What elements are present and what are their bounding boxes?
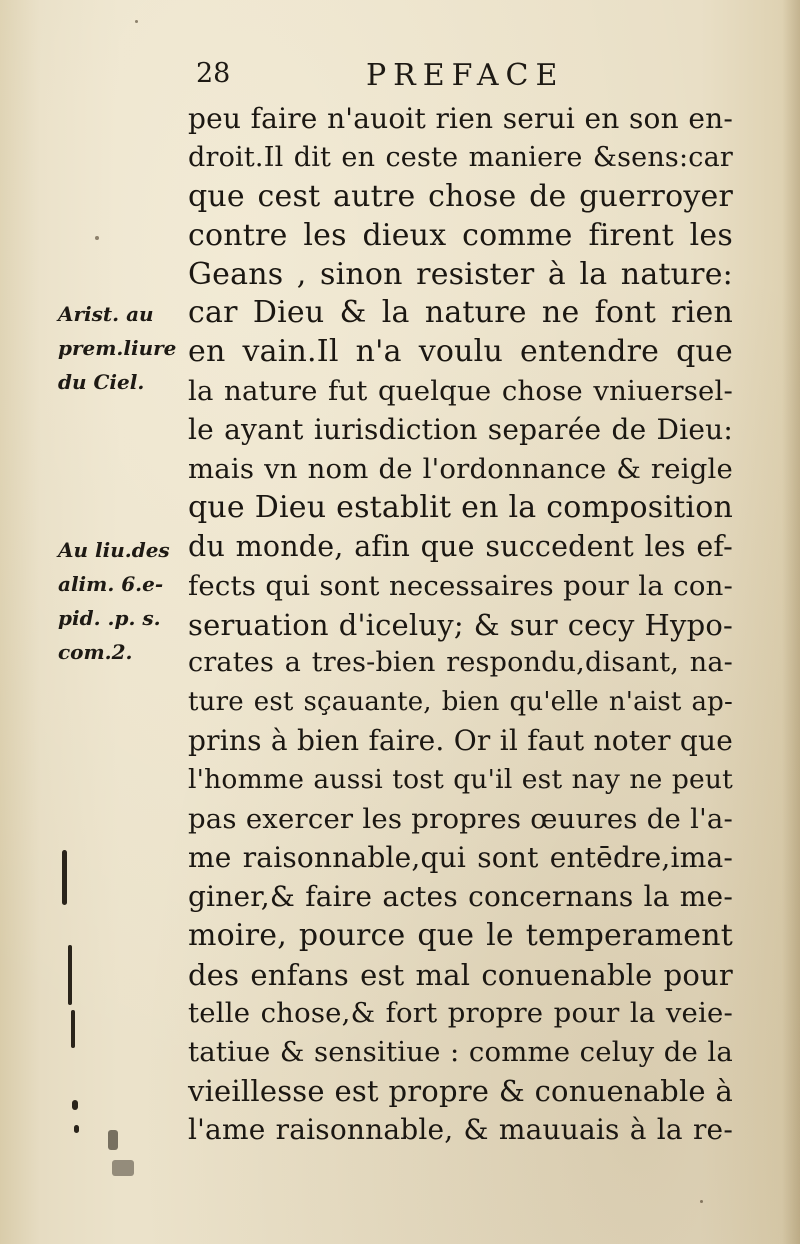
paper-speck [700,1200,703,1203]
ink-bleed-mark [72,1100,78,1110]
page-header [196,58,736,98]
text-line: peu faire n'auoit rien serui en son en- [188,102,733,135]
text-line: tatiue & sensitiue : comme celuy de la [188,1036,733,1069]
text-line: en vain.Il n'a voulu entendre que [188,334,733,370]
page-number: 28 [196,58,231,89]
text-line: la nature fut quelque chose vniuersel- [188,375,733,408]
text-line: des enfans est mal conuenable pour [188,957,733,992]
text-line: le ayant iurisdiction separée de Dieu: [188,413,733,447]
margin-note-aristotle [58,300,188,396]
text-line: prins à bien faire. Or il faut noter que [188,724,733,758]
text-line: vieillesse est propre & conuenable à [188,1074,733,1109]
text-line: moire, pource que le temperament [188,917,733,953]
text-line: l'ame raisonnable, & mauuais à la re- [188,1113,733,1147]
text-line: l'homme aussi tost qu'il est nay ne peut [188,764,733,796]
text-line: telle chose,& fort propre pour la veie- [188,997,733,1030]
text-line: que Dieu establit en la composition [188,489,733,525]
text-line: droit.Il dit en ceste maniere &sens:car [188,141,733,173]
text-line: du monde, afin que succedent les ef- [188,529,733,563]
margin-note-line: pid. .p. s. [58,606,161,630]
text-line: ture est sçauante, bien qu'elle n'aist ap- [188,687,733,718]
margin-note-line: Au liu.des [58,538,170,562]
margin-note-galen [58,536,188,666]
ink-bleed-mark [112,1160,134,1176]
ink-bleed-mark [62,850,67,905]
ink-bleed-mark [108,1130,118,1150]
body-text [188,100,733,1150]
text-line: Geans , sinon resister à la nature: [188,256,733,292]
margin-note-line: prem.liure [58,336,177,360]
paper-speck [135,20,138,23]
text-line: fects qui sont necessaires pour la con- [188,569,733,602]
page-edge-shadow [782,0,800,1244]
ink-bleed-mark [74,1125,79,1133]
text-line: contre les dieux comme firent les [188,217,733,253]
margin-note-line: alim. 6.e- [58,572,164,596]
text-line: que cest autre chose de guerroyer [188,178,733,214]
text-line: pas exercer les propres œuures de l'a- [188,803,733,836]
text-line: me raisonnable,qui sont entēdre,ima- [188,840,733,874]
text-line: crates a tres-bien respondu,disant, na- [188,647,733,679]
text-line: seruation d'iceluy; & sur cecy Hypo- [188,607,733,642]
text-line: giner,& faire actes concernans la me- [188,879,733,913]
text-line: mais vn nom de l'ordonnance & reigle [188,453,733,486]
margin-note-line: com.2. [58,640,133,664]
text-line: car Dieu & la nature ne font rien [188,295,733,331]
margin-note-line: du Ciel. [58,370,145,394]
ink-bleed-mark [71,1010,75,1048]
paper-speck [95,236,99,240]
ink-bleed-mark [68,945,72,1005]
margin-note-line: Arist. au [58,302,154,326]
running-head: PREFACE [366,58,565,93]
